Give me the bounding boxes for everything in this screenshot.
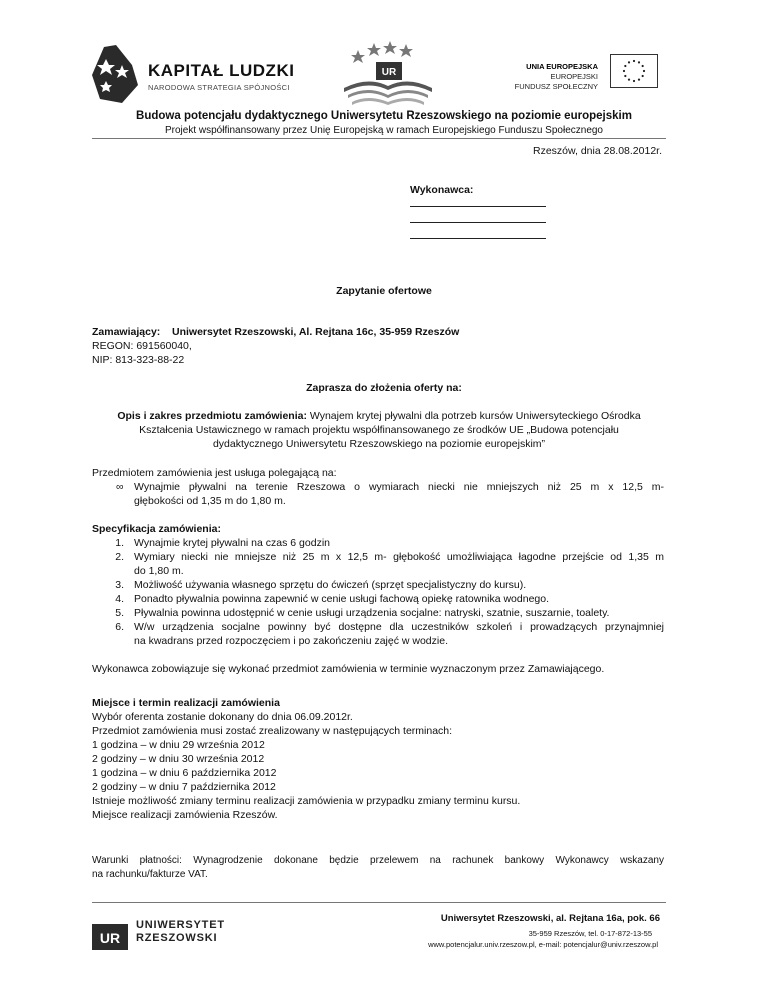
spec-item-num: 6. — [115, 621, 124, 633]
obligation-text: Wykonawca zobowiązuje się wykonać przedmiot zamówienia w terminie wyznaczonym przez Zamawiającego. — [92, 663, 605, 675]
subject-intro: Przedmiotem zamówienia jest usługa polegającą na: — [92, 467, 337, 479]
footer-divider — [92, 902, 666, 903]
scope-label: Opis i zakres przedmiotu zamówienia: — [117, 410, 307, 422]
stars-book-logo-icon — [338, 40, 438, 110]
place-line: 2 godziny – w dniu 30 września 2012 — [92, 753, 265, 765]
spec-item-num: 2. — [115, 551, 124, 563]
contractor-blank-line-2[interactable] — [410, 222, 546, 223]
spec-item-num: 3. — [115, 579, 124, 591]
footer-contact: 35-959 Rzeszów, tel. 0-17-872-13-55 — [528, 929, 652, 938]
eu-star-icon — [643, 70, 645, 72]
eu-star-icon — [628, 61, 630, 63]
spec-item-text-cont: do 1,80 m. — [134, 565, 184, 577]
subject-bullet-icon: ∞ — [116, 481, 124, 493]
eu-line2: EUROPEJSKI — [550, 72, 598, 81]
scope-line1 — [92, 409, 666, 423]
svg-text:UR: UR — [381, 67, 397, 78]
spec-heading: Specyfikacja zamówienia: — [92, 523, 221, 535]
place-line: Przedmiot zamówienia musi zostać zrealizowany w następujących terminach: — [92, 725, 453, 737]
project-title: Budowa potencjału dydaktycznego Uniwersytetu Rzeszowskiego na poziomie europejskim — [136, 110, 632, 122]
contractor-blank-line-1[interactable] — [410, 206, 546, 207]
spec-item-text: Wymiary niecki nie mniejsze niż 25 m x 12,5 m- głębokość umożliwiająca łagodne przejście od 1,35 m — [134, 551, 664, 563]
eu-line1: UNIA EUROPEJSKA — [526, 62, 598, 71]
logo-title: KAPITAŁ LUDZKI — [148, 61, 295, 80]
payment-line1: Warunki płatności: Wynagrodzenie dokonane będzie przelewem na rachunek bankowy Wykonawcy wskazany — [92, 855, 664, 866]
spec-item-text: Wynajmie krytej pływalni na czas 6 godzin — [134, 537, 330, 549]
place-heading: Miejsce i termin realizacji zamówienia — [92, 697, 280, 709]
header-divider — [92, 138, 666, 139]
eu-star-icon — [642, 65, 644, 67]
university-name-line2: RZESZOWSKI — [136, 932, 218, 944]
logo-subtitle: NARODOWA STRATEGIA SPÓJNOŚCI — [148, 83, 290, 92]
buyer-name: Uniwersytet Rzeszowski, Al. Rejtana 16c, 35-959 Rzeszów — [172, 326, 460, 338]
eu-star-icon — [624, 65, 626, 67]
buyer-label: Zamawiający: — [92, 326, 161, 338]
scope-text1: Wynajem krytej pływalni dla potrzeb kursów Uniwersyteckiego Ośrodka — [309, 410, 641, 422]
eu-star-icon — [633, 60, 635, 62]
contractor-blank-line-3[interactable] — [410, 238, 546, 239]
eu-star-icon — [628, 79, 630, 81]
contractor-label: Wykonawca: — [410, 184, 474, 196]
subject-bullet-line2: głębokości od 1,35 m do 1,80 m. — [134, 495, 286, 507]
spec-item-num: 4. — [115, 593, 124, 605]
spec-item-text-cont: na kwadrans przed rozpoczęciem i po zakończeniu zajęć w wodzie. — [134, 635, 448, 647]
spec-item-num: 5. — [115, 607, 124, 619]
place-line: 1 godzina – w dniu 6 października 2012 — [92, 767, 277, 779]
buyer-nip: NIP: 813-323-88-22 — [92, 354, 185, 366]
eu-star-icon — [638, 79, 640, 81]
buyer-regon: REGON: 691560040, — [92, 340, 192, 352]
university-name — [136, 919, 225, 945]
eu-label — [440, 62, 598, 92]
date-line: Rzeszów, dnia 28.08.2012r. — [532, 145, 662, 157]
spec-item-text: W/w urządzenia socjalne powinny być dostępne dla uczestników szkoleń i prowadzących przynajmniej — [134, 621, 664, 633]
spec-item-text: Możliwość używania własnego sprzętu do ćwiczeń (sprzęt specjalistyczny do kursu). — [134, 579, 527, 591]
footer-web[interactable]: www.potencjalur.univ.rzeszow.pl, e-mail: potencjalur@univ.rzeszow.pl — [428, 940, 658, 949]
university-name-line1: UNIWERSYTET — [136, 919, 225, 931]
project-subtitle: Projekt współfinansowany przez Unię Europejską w ramach Europejskiego Funduszu Społecznego — [164, 125, 603, 136]
ur-logo-icon — [92, 924, 128, 950]
scope-line3: dydaktycznego Uniwersytetu Rzeszowskiego na poziomie europejskim” — [212, 438, 546, 450]
subject-bullet-line1: Wynajmie pływalni na terenie Rzeszowa o wymiarach niecki nie mniejszych niż 25 m x 12,5 m- — [134, 481, 664, 493]
svg-text:UR: UR — [99, 930, 121, 946]
document-title: Zapytanie ofertowe — [336, 285, 432, 297]
place-line: 1 godzina – w dniu 29 września 2012 — [92, 739, 265, 751]
place-line: Wybór oferenta zostanie dokonany do dnia 06.09.2012r. — [92, 711, 353, 723]
kapital-ludzki-emblem-icon — [92, 45, 138, 103]
payment-line2: na rachunku/fakturze VAT. — [92, 869, 208, 880]
eu-star-icon — [642, 75, 644, 77]
eu-star-icon — [633, 80, 635, 82]
place-line: Miejsce realizacji zamówienia Rzeszów. — [92, 809, 278, 821]
scope-line2: Kształcenia Ustawicznego w ramach projektu współfinansowanego ze środków UE „Budowa potencjału — [139, 424, 619, 436]
spec-item-num: 1. — [115, 537, 124, 549]
eu-star-icon — [638, 61, 640, 63]
place-line: 2 godziny – w dniu 7 października 2012 — [92, 781, 276, 793]
eu-star-icon — [623, 70, 625, 72]
kapital-ludzki-logo — [92, 45, 295, 105]
spec-item-text: Ponadto pływalnia powinna zapewnić w cenie usługi fachową opiekę ratownika wodnego. — [134, 593, 550, 605]
invite-heading: Zaprasza do złożenia oferty na: — [306, 382, 462, 394]
eu-star-icon — [624, 75, 626, 77]
footer-address: Uniwersytet Rzeszowski, al. Rejtana 16a, pok. 66 — [440, 913, 660, 924]
eu-line3: FUNDUSZ SPOŁECZNY — [514, 82, 598, 91]
place-line: Istnieje możliwość zmiany terminu realizacji zamówienia w przypadku zmiany terminu kursu. — [92, 795, 521, 807]
spec-item-text: Pływalnia powinna udostępnić w cenie usługi urządzenia socjalne: natryski, szatnie, suszarnie, toalety. — [134, 607, 610, 619]
eu-flag-icon — [610, 54, 658, 88]
